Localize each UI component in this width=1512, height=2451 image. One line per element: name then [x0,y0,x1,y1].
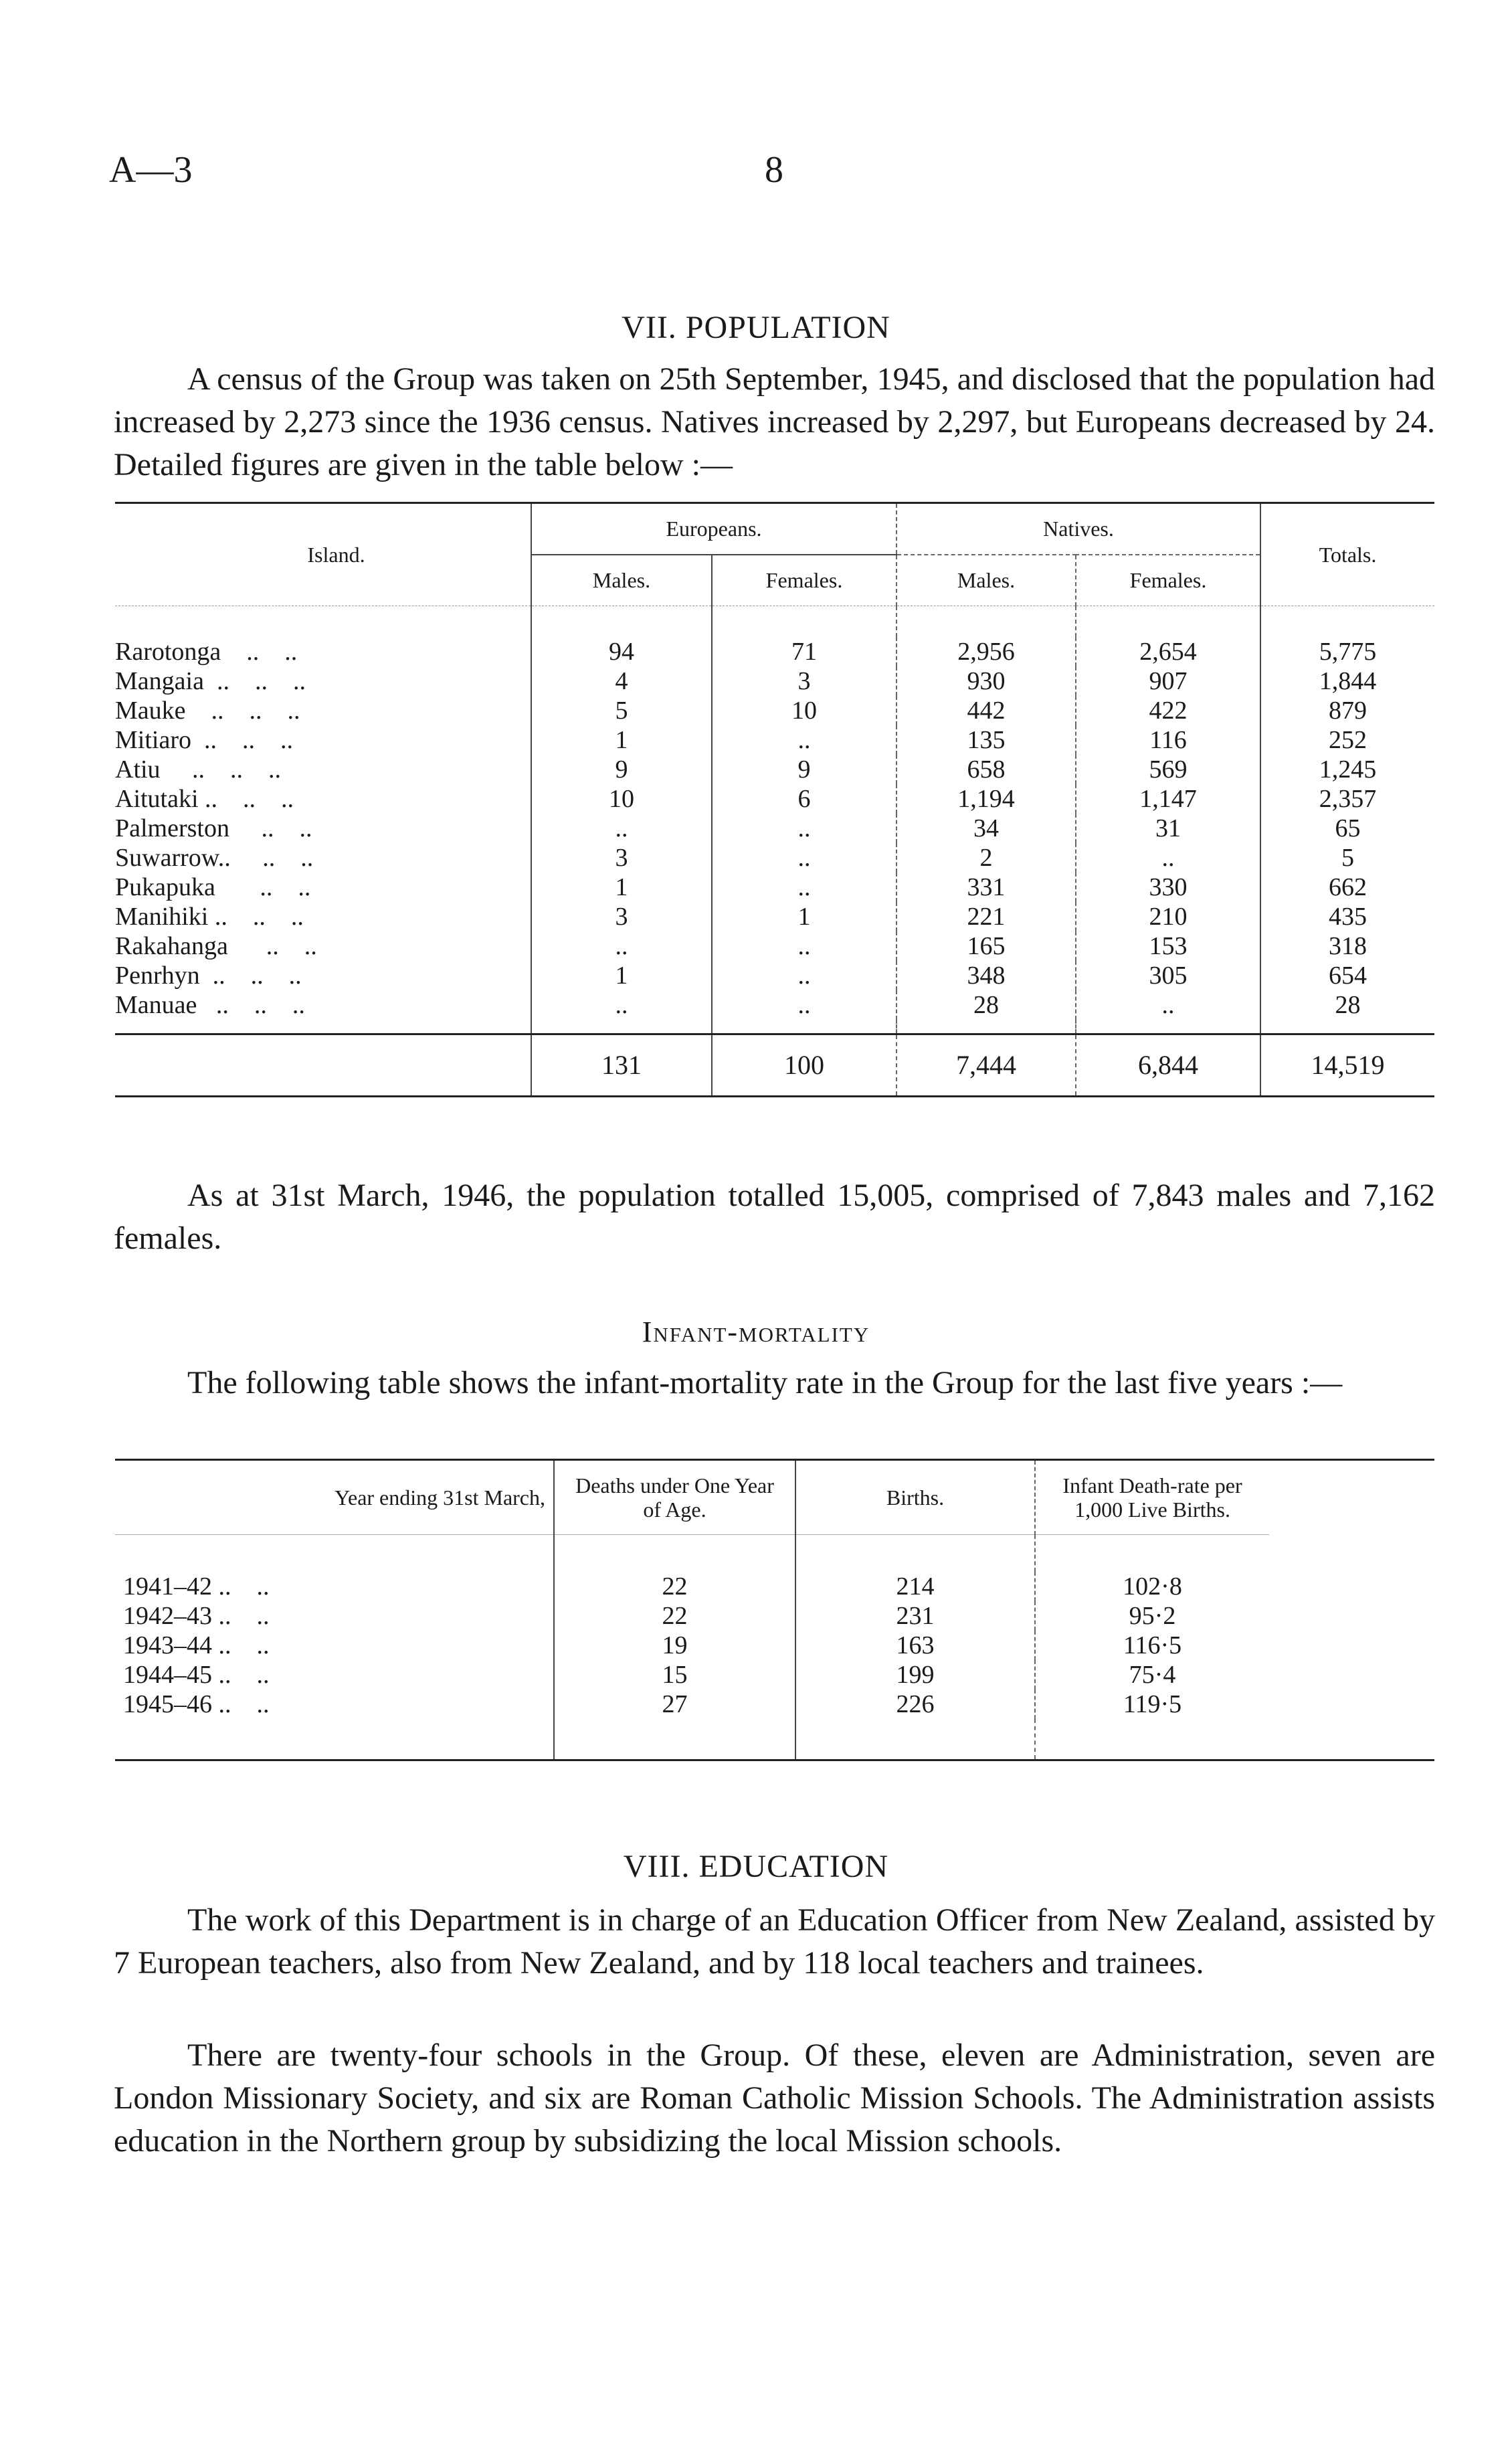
column-header-natives-females: Females. [1076,555,1260,606]
row-total: 318 [1260,931,1434,961]
column-header-europeans-females: Females. [712,555,896,606]
island-name: Rarotonga .. .. [115,638,298,666]
population-intro-paragraph: A census of the Group was taken on 25th September, 1945, and disclosed that the population had increased by 2,273 since the 1936 census. Natives increased by 2,297, but Europeans decreased by 24. Detailed figures are given in the table below :— [114,361,1435,482]
infant-mortality-row [115,1572,1434,1601]
natives-females: 31 [1076,814,1260,843]
row-total: 65 [1260,814,1434,843]
europeans-females: .. [712,814,896,843]
column-header-year: Year ending 31st March, [335,1485,545,1510]
column-header-europeans-males: Males. [531,555,712,606]
death-rate: 119·5 [1035,1690,1269,1719]
population-table-header-group-row [115,503,1434,555]
natives-females: 2,654 [1076,637,1260,666]
europeans-males: 4 [531,666,712,696]
island-name: Atiu .. .. .. [115,755,282,784]
europeans-males: .. [531,990,712,1020]
column-header-death-rate: Infant Death-rate per 1,000 Live Births. [1035,1460,1269,1535]
row-total: 1,844 [1260,666,1434,696]
natives-females: 153 [1076,931,1260,961]
natives-males: 658 [896,755,1076,784]
births: 226 [795,1690,1035,1719]
natives-males: 442 [896,696,1076,725]
document-reference: A—3 [109,149,193,191]
total-europeans-females: 100 [712,1034,896,1097]
row-total: 879 [1260,696,1434,725]
population-table-row [115,961,1434,990]
infant-mortality-header-row [115,1460,1434,1535]
island-name: Palmerston .. .. [115,814,312,842]
europeans-females: .. [712,931,896,961]
births: 199 [795,1660,1035,1690]
total-natives-males: 7,444 [896,1034,1076,1097]
row-total: 1,245 [1260,755,1434,784]
island-name: Manuae .. .. .. [115,991,305,1019]
europeans-females: .. [712,961,896,990]
births: 231 [795,1601,1035,1631]
row-total: 5,775 [1260,637,1434,666]
island-name: Mauke .. .. .. [115,697,300,725]
deaths-under-one: 19 [554,1631,795,1660]
europeans-males: .. [531,814,712,843]
grand-total: 14,519 [1260,1034,1434,1097]
population-table-row [115,696,1434,725]
row-total: 435 [1260,902,1434,931]
europeans-males: 94 [531,637,712,666]
section-heading-population: VII. POPULATION [622,310,890,345]
row-total: 28 [1260,990,1434,1020]
table-padding-cell [1269,1572,1434,1601]
natives-females: 330 [1076,873,1260,902]
education-paragraph-2: There are twenty-four schools in the Group. Of these, eleven are Administration, seven are London Missionary Society, and six are Roman Catholic Mission Schools. The Administration assists education in the Northern group by subsidizing the local Mission schools. [114,2037,1435,2159]
page-number: 8 [765,149,783,191]
spacer-row [115,1535,1434,1572]
island-name: Pukapuka .. .. [115,873,311,901]
row-total: 252 [1260,725,1434,755]
population-table [115,502,1434,1097]
year-ending: 1942–43 .. .. [123,1602,270,1630]
population-table-row [115,931,1434,961]
infant-mortality-table [115,1459,1434,1761]
island-name: Rakahanga .. .. [115,932,317,960]
natives-males: 331 [896,873,1076,902]
island-name: Mitiaro .. .. .. [115,726,293,754]
deaths-under-one: 22 [554,1572,795,1601]
population-table-row [115,843,1434,873]
island-name: Penrhyn .. .. .. [115,962,302,990]
column-header-island: Island. [307,542,365,567]
table-padding-cell [1269,1631,1434,1660]
population-table-row [115,666,1434,696]
island-name: Aitutaki .. .. .. [115,785,294,813]
table-padding-cell [1269,1601,1434,1631]
europeans-males: 1 [531,873,712,902]
population-totals-row [115,1034,1434,1097]
europeans-males: 10 [531,784,712,814]
europeans-females: .. [712,843,896,873]
deaths-under-one: 22 [554,1601,795,1631]
population-table-row [115,784,1434,814]
row-total: 662 [1260,873,1434,902]
island-name: Suwarrow.. .. .. [115,844,314,872]
natives-females: 422 [1076,696,1260,725]
infant-mortality-row [115,1631,1434,1660]
island-name: Mangaia .. .. .. [115,667,306,695]
europeans-males: 1 [531,725,712,755]
europeans-females: 9 [712,755,896,784]
death-rate: 75·4 [1035,1660,1269,1690]
natives-females: 1,147 [1076,784,1260,814]
table-padding-cell [1269,1690,1434,1719]
infant-mortality-row [115,1660,1434,1690]
europeans-females: 1 [712,902,896,931]
europeans-females: .. [712,990,896,1020]
europeans-males: 9 [531,755,712,784]
spacer-row [115,1719,1434,1760]
births: 214 [795,1572,1035,1601]
row-total: 654 [1260,961,1434,990]
spacer-row [115,606,1434,638]
natives-females: 569 [1076,755,1260,784]
population-table-row [115,814,1434,843]
natives-females: .. [1076,990,1260,1020]
row-total: 5 [1260,843,1434,873]
year-ending: 1944–45 .. .. [123,1661,270,1689]
total-natives-females: 6,844 [1076,1034,1260,1097]
europeans-females: 71 [712,637,896,666]
europeans-females: 6 [712,784,896,814]
education-paragraph-1: The work of this Department is in charge of an Education Officer from New Zealand, assisted by 7 European teachers, also from New Zealand, and by 118 local teachers and trainees. [114,1902,1435,1981]
row-total: 2,357 [1260,784,1434,814]
europeans-females: .. [712,725,896,755]
infant-mortality-row [115,1690,1434,1719]
year-ending: 1941–42 .. .. [123,1572,270,1601]
year-ending: 1943–44 .. .. [123,1631,270,1659]
europeans-males: 1 [531,961,712,990]
europeans-females: 10 [712,696,896,725]
column-header-natives-males: Males. [896,555,1076,606]
population-table-row [115,725,1434,755]
death-rate: 116·5 [1035,1631,1269,1660]
column-header-births: Births. [795,1460,1035,1535]
natives-males: 28 [896,990,1076,1020]
section-heading-infant-mortality: Infant-mortality [642,1315,870,1348]
europeans-females: 3 [712,666,896,696]
natives-males: 1,194 [896,784,1076,814]
population-table-row [115,902,1434,931]
natives-males: 348 [896,961,1076,990]
deaths-under-one: 15 [554,1660,795,1690]
natives-females: .. [1076,843,1260,873]
europeans-males: 5 [531,696,712,725]
natives-males: 2,956 [896,637,1076,666]
population-table-row [115,637,1434,666]
death-rate: 102·8 [1035,1572,1269,1601]
population-summary-paragraph: As at 31st March, 1946, the population totalled 15,005, comprised of 7,843 males and 7,162 females. [114,1178,1435,1256]
natives-males: 930 [896,666,1076,696]
spacer-row [115,1020,1434,1034]
infant-mortality-intro-paragraph: The following table shows the infant-mortality rate in the Group for the last five years :— [187,1365,1343,1400]
natives-females: 907 [1076,666,1260,696]
column-header-totals: Totals. [1260,503,1434,606]
natives-males: 34 [896,814,1076,843]
natives-males: 165 [896,931,1076,961]
europeans-males: 3 [531,843,712,873]
section-heading-education: VIII. EDUCATION [623,1849,889,1884]
population-table-row [115,873,1434,902]
europeans-females: .. [712,873,896,902]
total-europeans-males: 131 [531,1034,712,1097]
infant-mortality-row [115,1601,1434,1631]
natives-females: 210 [1076,902,1260,931]
table-padding-cell [1269,1660,1434,1690]
year-ending: 1945–46 .. .. [123,1690,270,1718]
column-header-deaths: Deaths under One Year of Age. [554,1460,795,1535]
column-header-natives: Natives. [896,503,1260,555]
natives-females: 305 [1076,961,1260,990]
population-table-row [115,755,1434,784]
europeans-males: .. [531,931,712,961]
europeans-males: 3 [531,902,712,931]
population-table-row [115,990,1434,1020]
natives-males: 221 [896,902,1076,931]
natives-females: 116 [1076,725,1260,755]
births: 163 [795,1631,1035,1660]
natives-males: 135 [896,725,1076,755]
island-name: Manihiki .. .. .. [115,903,304,931]
death-rate: 95·2 [1035,1601,1269,1631]
deaths-under-one: 27 [554,1690,795,1719]
natives-males: 2 [896,843,1076,873]
column-header-europeans: Europeans. [531,503,896,555]
